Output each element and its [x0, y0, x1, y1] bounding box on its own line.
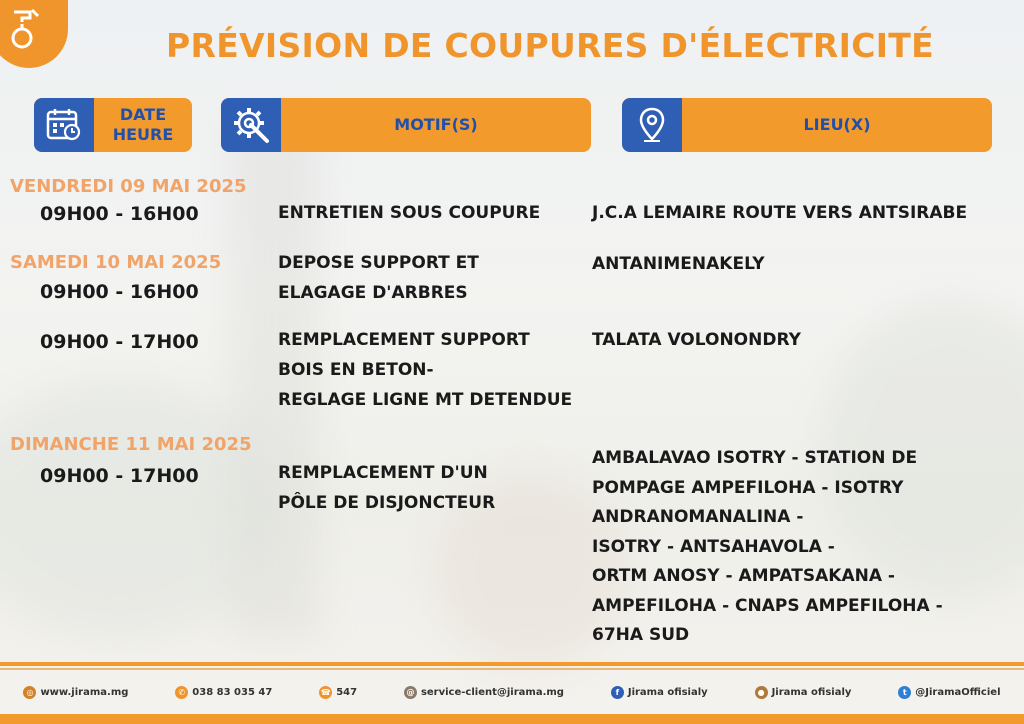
motif-line: ELAGAGE D'ARBRES [278, 283, 468, 303]
motif-line: REGLAGE LIGNE MT DETENDUE [278, 390, 573, 410]
day-heading: VENDREDI 09 MAI 2025 [10, 176, 247, 197]
header-heure-label: HEURE [112, 125, 174, 144]
lieu-line: AMPEFILOHA - CNAPS AMPEFILOHA - [592, 595, 943, 616]
footer-facebook[interactable] [611, 686, 708, 699]
motif-line: REMPLACEMENT SUPPORT [278, 330, 530, 350]
day-heading: DIMANCHE 11 MAI 2025 [10, 434, 252, 455]
email-text: service-client@jirama.mg [420, 686, 564, 698]
hand-icon: ☎ [320, 687, 331, 697]
footer-phone[interactable] [175, 686, 272, 699]
location-pin-icon [622, 98, 682, 152]
twitter-text: @JiramaOfficiel [915, 686, 1001, 698]
phone-icon: ✆ [175, 686, 188, 699]
footer-website[interactable] [23, 686, 128, 699]
motif-line: REMPLACEMENT D'UN [278, 463, 488, 483]
time-range: 09H00 - 17H00 [40, 465, 199, 487]
facebook-icon: f [611, 686, 624, 699]
motif-text [278, 325, 572, 415]
social-icon: ● [755, 686, 768, 699]
time-range: 09H00 - 16H00 [40, 203, 199, 225]
lieu-text: J.C.A LEMAIRE ROUTE VERS ANTSIRABE [592, 203, 968, 223]
lieu-text [592, 444, 943, 651]
phone-text: 038 83 035 47 [192, 686, 273, 698]
email-icon: @ [404, 686, 417, 699]
lieu-line: ISOTRY - ANTSAHAVOLA - [592, 536, 835, 557]
twitter-icon: t [898, 686, 911, 699]
motif-text [278, 248, 479, 308]
footer-stripe [0, 714, 1024, 724]
time-range: 09H00 - 17H00 [40, 331, 199, 353]
header-date-label: DATE [119, 105, 167, 124]
short-number-text: 547 [336, 686, 358, 698]
footer-contact-bar [0, 670, 1024, 714]
globe-icon: ◎ [23, 686, 36, 699]
motif-line: DEPOSE SUPPORT ET [278, 253, 479, 273]
motif-text [278, 458, 495, 518]
header-date-heure [34, 98, 192, 152]
day-heading: SAMEDI 10 MAI 2025 [10, 252, 222, 273]
footer-email[interactable] [404, 686, 564, 699]
lieu-line: POMPAGE AMPEFILOHA - ISOTRY [592, 477, 904, 498]
website-text: www.jirama.mg [40, 686, 129, 698]
footer-social[interactable] [755, 686, 852, 699]
motif-text: ENTRETIEN SOUS COUPURE [278, 203, 541, 223]
header-motif-label: MOTIF(S) [394, 115, 478, 134]
motif-line: BOIS EN BETON- [278, 360, 434, 380]
footer-stripe [0, 662, 1024, 666]
motif-line: PÔLE DE DISJONCTEUR [278, 493, 496, 513]
lieu-text: ANTANIMENAKELY [592, 254, 765, 274]
lieu-line: ORTM ANOSY - AMPATSAKANA - [592, 566, 895, 586]
header-motif [221, 98, 591, 152]
facebook-text: Jirama ofisialy [627, 686, 708, 698]
lieu-line: ANDRANOMANALINA - [592, 507, 804, 527]
time-range: 09H00 - 16H00 [40, 281, 199, 303]
lieu-line: AMBALAVAO ISOTRY - STATION DE [592, 448, 918, 468]
footer-twitter[interactable] [898, 686, 1000, 699]
calendar-icon [34, 98, 94, 152]
gear-wrench-icon [221, 98, 281, 152]
header-lieu [622, 98, 992, 152]
social-text: Jirama ofisialy [771, 686, 852, 698]
page-title: PRÉVISION DE COUPURES D'ÉLECTRICITÉ [166, 26, 934, 65]
footer-short-number[interactable] [319, 686, 357, 699]
lieu-text: TALATA VOLONONDRY [592, 330, 801, 350]
lieu-line: 67HA SUD [592, 625, 690, 645]
header-lieu-label: LIEU(X) [803, 115, 871, 134]
